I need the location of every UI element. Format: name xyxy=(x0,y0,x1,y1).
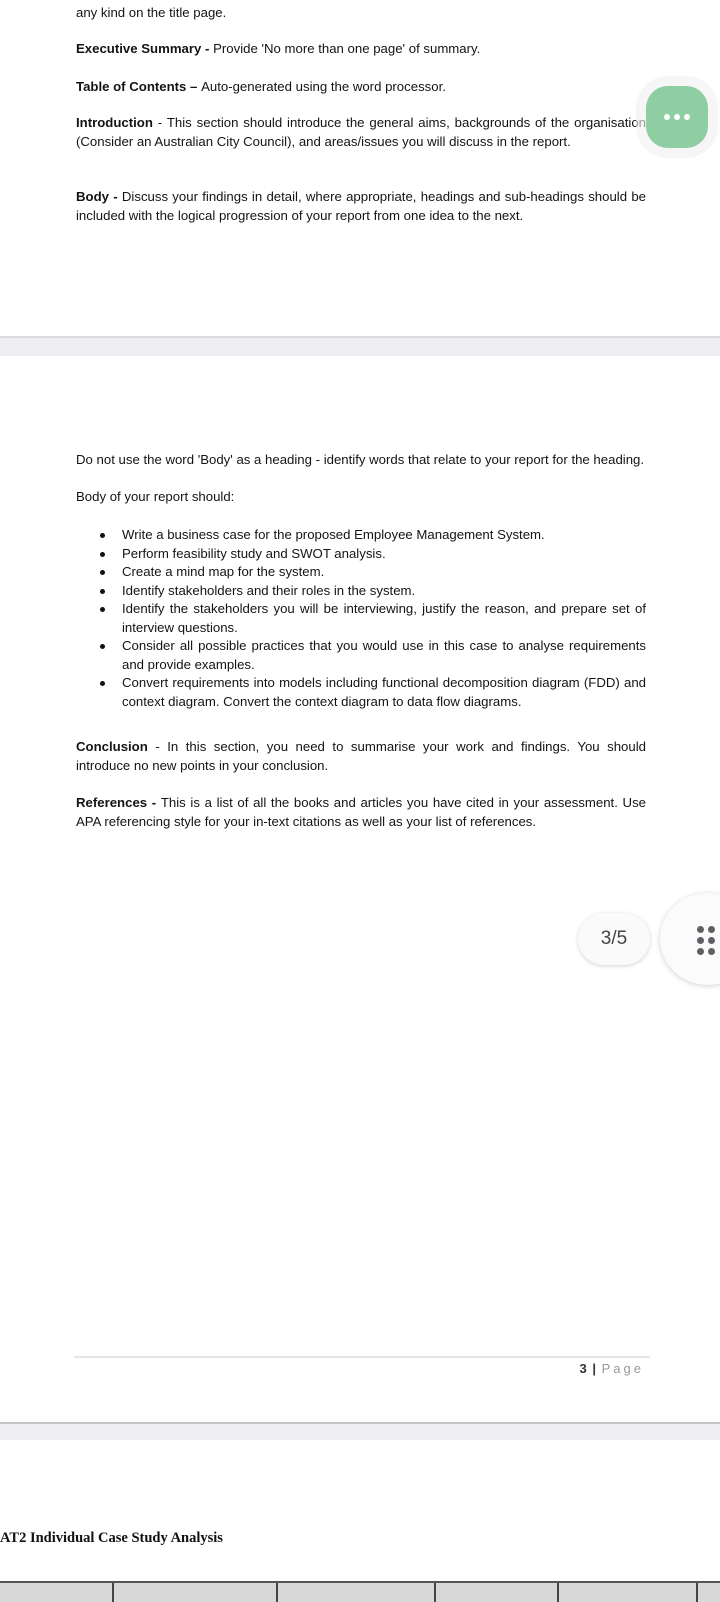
separator: – xyxy=(186,79,202,94)
footer-page-label: Page xyxy=(601,1361,644,1376)
document-page-3 xyxy=(0,356,720,1422)
footer-separator: | xyxy=(587,1361,602,1376)
section-heading: References xyxy=(76,795,148,810)
section-table-of-contents xyxy=(76,78,646,97)
section-executive-summary xyxy=(76,40,646,59)
table-column-divider xyxy=(557,1583,559,1602)
more-options-button[interactable] xyxy=(646,86,708,148)
separator: - xyxy=(108,189,122,204)
footer-divider xyxy=(74,1356,650,1358)
separator: - xyxy=(147,739,168,754)
table-column-divider xyxy=(696,1583,698,1602)
list-item: Write a business case for the proposed Employee Management System. xyxy=(98,526,646,545)
section-heading: Body xyxy=(76,189,109,204)
section-heading: Conclusion xyxy=(76,739,148,754)
section-heading: Introduction xyxy=(76,115,153,130)
page-indicator-label: 3/5 xyxy=(600,928,628,949)
table-column-divider xyxy=(112,1583,114,1602)
page-footer xyxy=(560,1361,644,1376)
section-heading: Table of Contents xyxy=(76,79,187,94)
list-item: Identify the stakeholders you will be interviewing, justify the reason, and prepare set of interview questions. xyxy=(98,600,646,637)
document-page-2 xyxy=(0,0,720,336)
page-gap xyxy=(0,336,720,356)
page-indicator[interactable] xyxy=(578,913,650,965)
list-item: Perform feasibility study and SWOT analysis. xyxy=(98,545,646,564)
list-item: Create a mind map for the system. xyxy=(98,563,646,582)
body-intro: Body of your report should: xyxy=(76,489,235,504)
footer-page-number: 3 xyxy=(579,1361,588,1376)
section-text: In this section, you need to summarise your work and findings. You should introduce no new points in your conclusion. xyxy=(76,739,646,773)
page-title: AT2 Individual Case Study Analysis xyxy=(0,1530,223,1546)
list-item: Identify stakeholders and their roles in the system. xyxy=(98,582,646,601)
section-text: Discuss your findings in detail, where appropriate, headings and sub-headings should be included with the logical progression of your report from one idea to the next. xyxy=(76,189,646,223)
grid-dots-icon xyxy=(697,926,715,955)
separator: - xyxy=(147,795,161,810)
separator: - xyxy=(201,41,214,56)
document-page-4 xyxy=(0,1440,720,1600)
separator: - xyxy=(152,115,167,130)
table-header-row xyxy=(0,1581,720,1602)
section-references xyxy=(76,794,646,831)
list-item: Convert requirements into models including functional decomposition diagram (FDD) and context diagram. Convert the context diagram to data flow diagrams. xyxy=(98,674,646,711)
section-conclusion xyxy=(76,738,646,775)
section-text: This is a list of all the books and articles you have cited in your assessment. Use APA referencing style for your in-text citations as well as your list of references. xyxy=(76,795,646,829)
body-heading-note: Do not use the word 'Body' as a heading - identify words that relate to your report for the heading. xyxy=(76,452,645,467)
section-text: Auto-generated using the word processor. xyxy=(201,79,446,94)
list-item: Consider all possible practices that you would use in this case to analyse requirements and provide examples. xyxy=(98,637,646,674)
section-text: This section should introduce the general aims, backgrounds of the organisation (Consider an Australian City Council), and areas/issues you will discuss in the report. xyxy=(76,115,646,149)
table-column-divider xyxy=(434,1583,436,1602)
section-text: Provide 'No more than one page' of summary. xyxy=(213,41,481,56)
more-horizontal-icon xyxy=(664,114,690,120)
section-body xyxy=(76,188,646,225)
title-page-note: any kind on the title page. xyxy=(76,5,227,20)
body-requirements-list xyxy=(98,526,646,711)
section-introduction xyxy=(76,114,646,151)
table-column-divider xyxy=(276,1583,278,1602)
page-gap xyxy=(0,1422,720,1440)
section-heading: Executive Summary xyxy=(76,41,202,56)
